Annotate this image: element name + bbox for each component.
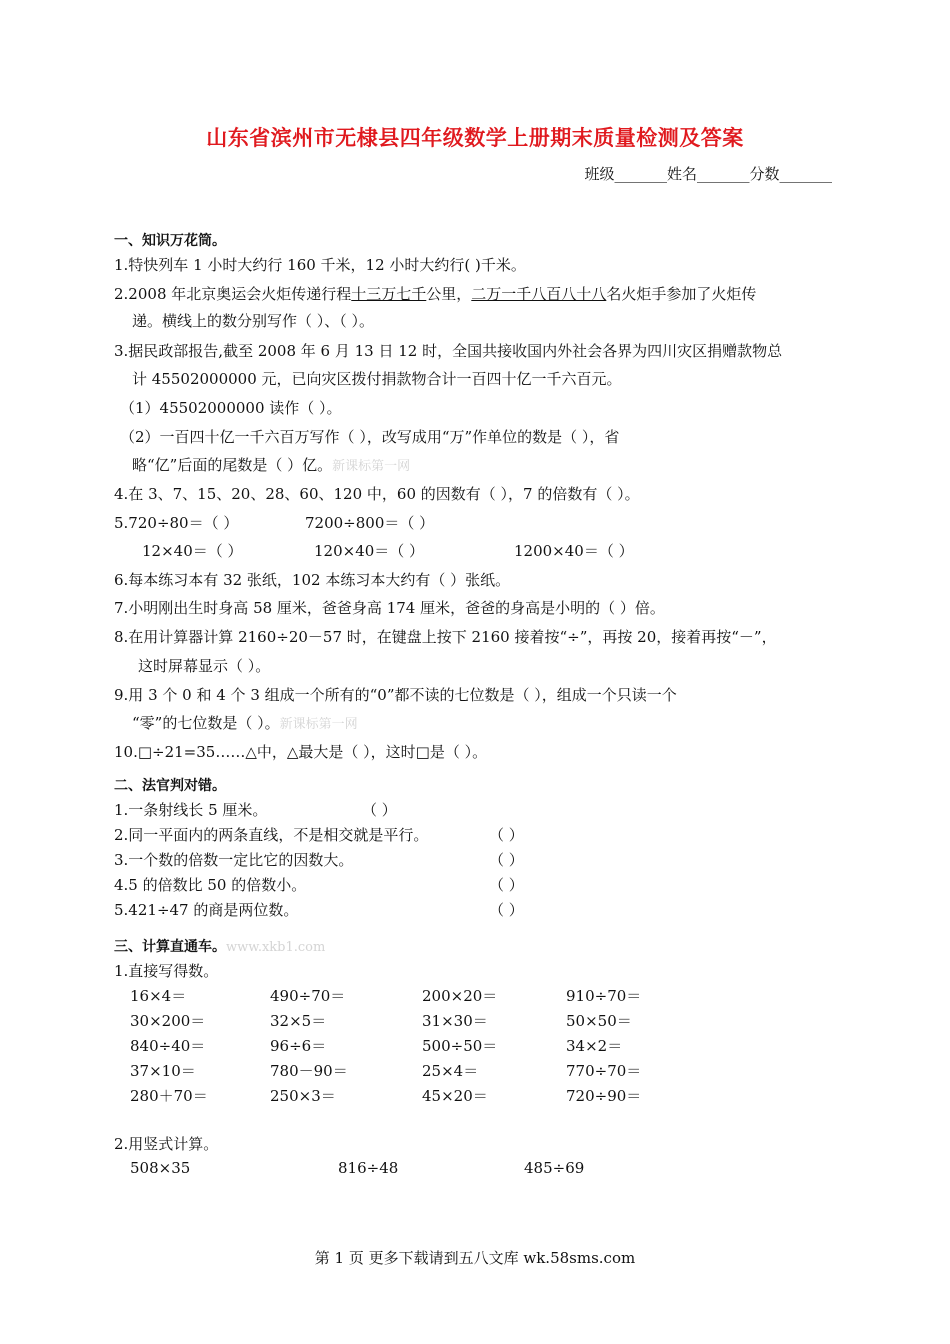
judge-answer-paren-1: （ ） (362, 801, 397, 819)
question-1: 1.特快列车 1 小时大约行 160 千米，12 小时大约行( )千米。 (114, 256, 526, 274)
q2-text-mid: 公里， (426, 285, 472, 303)
section-3-heading: 三、计算直通车。 (114, 939, 226, 955)
calc-cell: 280＋70＝ (130, 1087, 208, 1105)
q3-part-2-cont-text: 略“亿”后面的尾数是（ ）亿。 (132, 456, 333, 474)
calc-cell: 250×3＝ (270, 1087, 336, 1105)
calc-cell: 34×2＝ (566, 1037, 623, 1055)
question-4: 4.在 3、7、15、20、28、60、120 中，60 的因数有（ ），7 的倍数有（ ）。 (114, 485, 640, 503)
calc-cell: 770÷70＝ (566, 1062, 642, 1080)
page-footer: 第 1 页 更多下载请到五八文库 wk.58sms.com (314, 1249, 636, 1267)
calc-cell: 720÷90＝ (566, 1087, 642, 1105)
q2-underlined-number-2: 二万一千八百八十八 (471, 285, 607, 303)
calc-cell: 16×4＝ (130, 987, 187, 1005)
question-7: 7.小明刚出生时身高 58 厘米，爸爸身高 174 厘米，爸爸的身高是小明的（ ）倍。 (114, 599, 665, 617)
sub-question-vertical-calc: 2.用竖式计算。 (114, 1135, 219, 1153)
question-10: 10.□÷21=35……△中，△最大是（ ），这时□是（ ）。 (114, 743, 488, 761)
student-info-line: 班级_______姓名_______分数_______ (584, 165, 832, 183)
calc-cell: 45×20＝ (422, 1087, 488, 1105)
judge-item-5: 5.421÷47 的商是两位数。 (114, 901, 299, 919)
question-2-line-1 (114, 283, 756, 304)
judge-answer-paren-3: （ ） (489, 851, 524, 869)
watermark-url: www.xkb1.com (226, 940, 326, 955)
judge-answer-paren-2: （ ） (489, 826, 524, 844)
question-3-part-2-cont (132, 454, 410, 475)
judge-answer-paren-5: （ ） (489, 901, 524, 919)
section-3-heading-line (114, 936, 325, 956)
section-1-heading: 一、知识万花筒。 (114, 233, 226, 249)
sub-question-direct-answers: 1.直接写得数。 (114, 962, 219, 980)
calc-cell: 200×20＝ (422, 987, 498, 1005)
question-5-item-4: 120×40＝（ ） (314, 542, 425, 560)
question-3-line-1: 3.据民政部报告,截至 2008 年 6 月 13 日 12 时，全国共接收国内外社会各界为四川灾区捐赠款物总 (114, 342, 783, 360)
watermark-text: 新课标第一网 (279, 717, 358, 732)
question-9-line-2 (132, 712, 358, 733)
q2-underlined-number-1: 十三万七千 (351, 285, 427, 303)
section-2-heading: 二、法官判对错。 (114, 778, 226, 794)
question-5-item-2: 7200÷800＝（ ） (305, 514, 435, 532)
q9-line-2-text: “零”的七位数是（ ）。 (132, 714, 280, 732)
watermark-text: 新课标第一网 (332, 459, 411, 474)
vertical-calc-item: 816÷48 (338, 1159, 399, 1177)
calc-cell: 25×4＝ (422, 1062, 479, 1080)
judge-answer-paren-4: （ ） (489, 876, 524, 894)
calc-cell: 500÷50＝ (422, 1037, 498, 1055)
question-5-item-1: 5.720÷80＝（ ） (114, 514, 239, 532)
calc-cell: 37×10＝ (130, 1062, 196, 1080)
question-3-part-1: （1）45502000000 读作（ ）。 (120, 399, 342, 417)
q2-text-pre: 2.2008 年北京奥运会火炬传递行程 (114, 285, 352, 303)
q2-text-post: 名火炬手参加了火炬传 (606, 285, 757, 303)
judge-item-3: 3.一个数的倍数一定比它的因数大。 (114, 851, 354, 869)
question-5-item-3: 12×40＝（ ） (142, 542, 243, 560)
question-2-line-2: 递。横线上的数分别写作（ ）、（ ）。 (132, 312, 375, 330)
question-6: 6.每本练习本有 32 张纸，102 本练习本大约有（ ）张纸。 (114, 571, 511, 589)
calc-cell: 30×200＝ (130, 1012, 206, 1030)
question-8-line-1: 8.在用计算器计算 2160÷20－57 时，在键盘上按下 2160 接着按“÷”，再按 20，接着再按“－”， (114, 628, 777, 646)
question-5-item-5: 1200×40＝（ ） (514, 542, 634, 560)
calc-cell: 50×50＝ (566, 1012, 632, 1030)
question-8-line-2: 这时屏幕显示（ ）。 (138, 657, 271, 675)
calc-cell: 780－90＝ (270, 1062, 348, 1080)
judge-item-4: 4.5 的倍数比 50 的倍数小。 (114, 876, 307, 894)
question-9-line-1: 9.用 3 个 0 和 4 个 3 组成一个所有的“0”都不读的七位数是（ ），组成一个只读一个 (114, 686, 677, 704)
vertical-calc-item: 485÷69 (524, 1159, 585, 1177)
calc-cell: 840÷40＝ (130, 1037, 206, 1055)
judge-item-1: 1.一条射线长 5 厘米。 (114, 801, 268, 819)
question-3-part-2: （2）一百四十亿一千六百万写作（ ），改写成用“万”作单位的数是（ ），省 (120, 428, 620, 446)
calc-cell: 490÷70＝ (270, 987, 346, 1005)
document-title: 山东省滨州市无棣县四年级数学上册期末质量检测及答案 (206, 126, 744, 150)
vertical-calc-item: 508×35 (130, 1159, 191, 1177)
calc-cell: 96÷6＝ (270, 1037, 327, 1055)
calc-cell: 910÷70＝ (566, 987, 642, 1005)
calc-cell: 32×5＝ (270, 1012, 327, 1030)
judge-item-2: 2.同一平面内的两条直线，不是相交就是平行。 (114, 826, 429, 844)
question-3-line-2: 计 45502000000 元，已向灾区拨付捐款物合计一百四十亿一千六百元。 (132, 370, 622, 388)
calc-cell: 31×30＝ (422, 1012, 488, 1030)
